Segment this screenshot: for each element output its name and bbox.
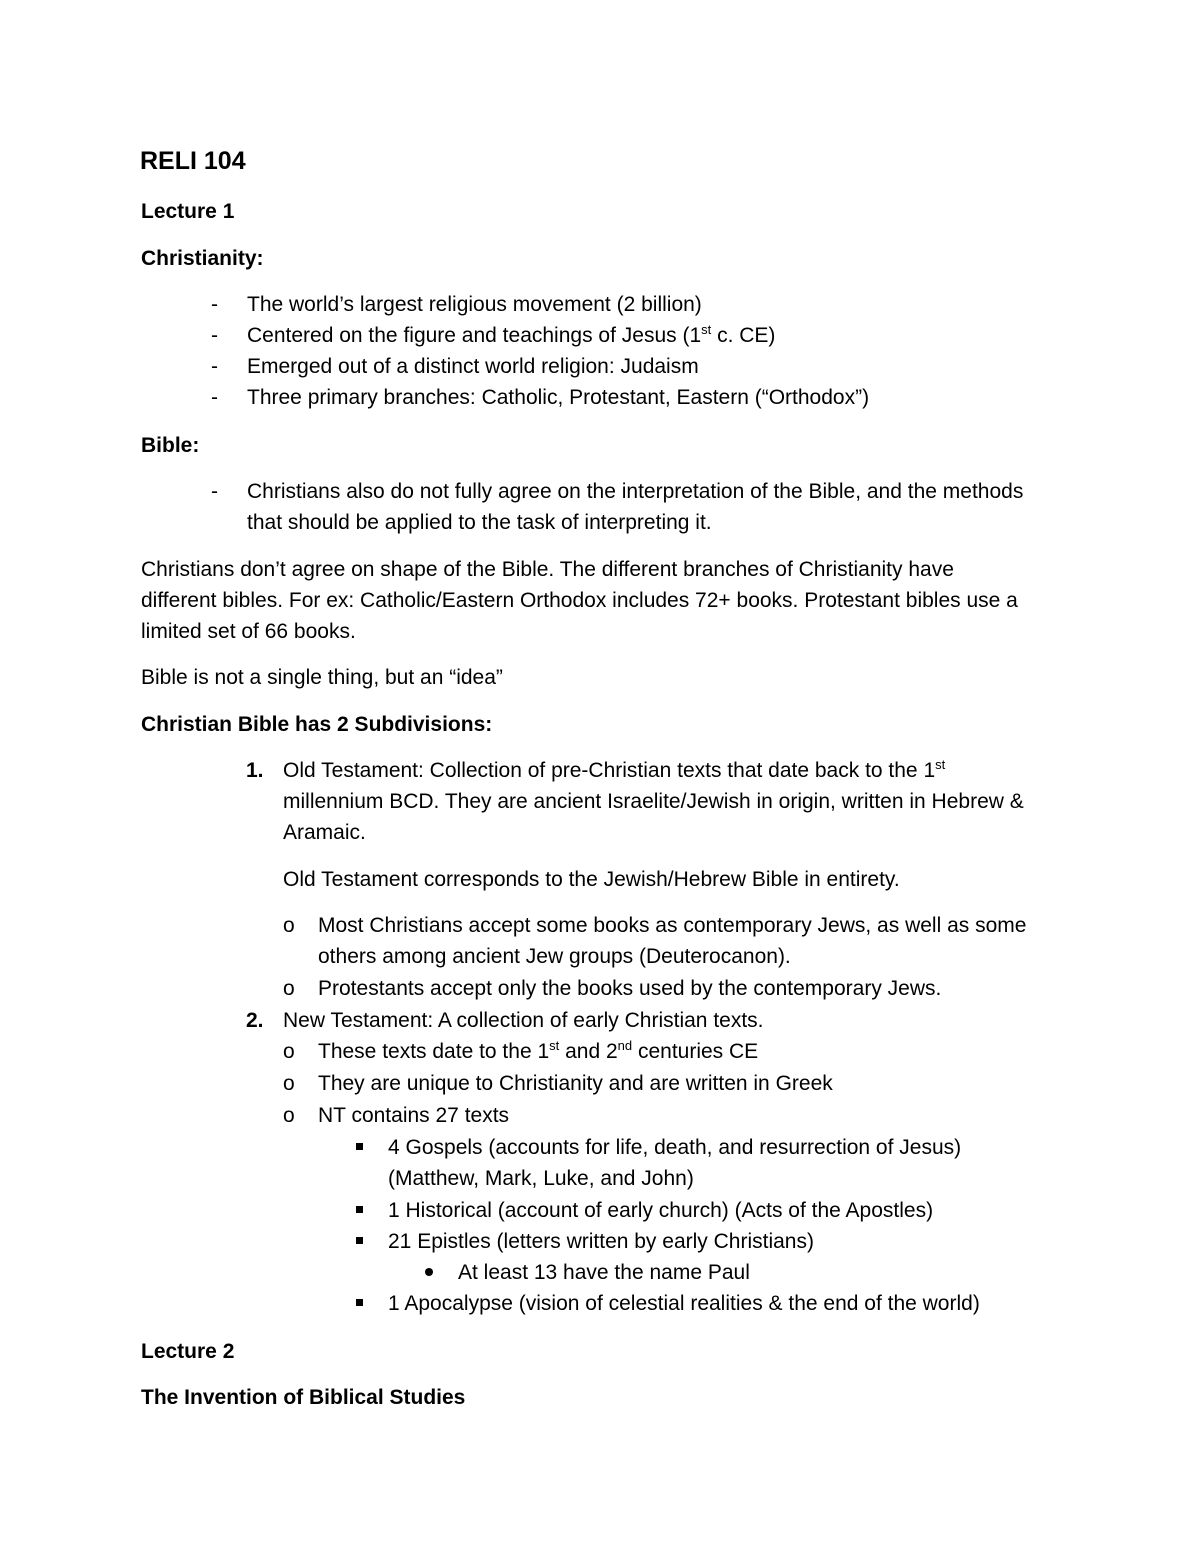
list-item: Centered on the figure and teachings of Jesus (1st c. CE) (247, 322, 776, 347)
list-item: Protestants accept only the books used by the contemporary Jews. (318, 977, 942, 1000)
dash-bullet: - (211, 386, 218, 409)
circle-bullet: o (283, 1072, 295, 1095)
circle-bullet: o (283, 1104, 295, 1127)
old-testament-note: Old Testament corresponds to the Jewish/Hebrew Bible in entirety. (283, 868, 900, 891)
dash-bullet: - (211, 355, 218, 378)
round-bullet (425, 1268, 433, 1276)
list-item-continuation: (Matthew, Mark, Luke, and John) (388, 1167, 694, 1190)
list-item: Emerged out of a distinct world religion: Judaism (247, 355, 699, 378)
list-item-continuation: that should be applied to the task of interpreting it. (247, 511, 712, 534)
square-bullet (356, 1299, 363, 1306)
new-testament-line: New Testament: A collection of early Christian texts. (283, 1009, 764, 1032)
old-testament-line: Aramaic. (283, 821, 366, 844)
paragraph-line: Christians don’t agree on shape of the Bible. The different branches of Christianity have (141, 558, 954, 581)
list-item: They are unique to Christianity and are written in Greek (318, 1072, 833, 1095)
square-bullet (356, 1143, 363, 1150)
dash-bullet: - (211, 293, 218, 316)
circle-bullet: o (283, 1040, 295, 1063)
paragraph-line: different bibles. For ex: Catholic/Eastern Orthodox includes 72+ books. Protestant bibles use a (141, 589, 1018, 612)
list-item: At least 13 have the name Paul (458, 1261, 750, 1284)
circle-bullet: o (283, 977, 295, 1000)
list-item: The world’s largest religious movement (2 billion) (247, 293, 702, 316)
paragraph-line: limited set of 66 books. (141, 620, 356, 643)
circle-bullet: o (283, 914, 295, 937)
square-bullet (356, 1206, 363, 1213)
bible-idea-line: Bible is not a single thing, but an “idea” (141, 666, 503, 689)
lecture-2-heading: Lecture 2 (141, 1340, 235, 1363)
list-item: 4 Gospels (accounts for life, death, and resurrection of Jesus) (388, 1136, 962, 1159)
old-testament-line: Old Testament: Collection of pre-Christian texts that date back to the 1st (283, 757, 946, 782)
list-item: 1 Apocalypse (vision of celestial realities & the end of the world) (388, 1292, 980, 1315)
list-item: Christians also do not fully agree on the interpretation of the Bible, and the methods (247, 480, 1024, 503)
list-item: 21 Epistles (letters written by early Christians) (388, 1230, 814, 1253)
list-item-continuation: others among ancient Jew groups (Deuterocanon). (318, 945, 791, 968)
dash-bullet: - (211, 324, 218, 347)
lecture-1-heading: Lecture 1 (141, 200, 235, 223)
list-item: NT contains 27 texts (318, 1104, 510, 1127)
list-item: 1 Historical (account of early church) (Acts of the Apostles) (388, 1199, 934, 1222)
list-item: Three primary branches: Catholic, Protestant, Eastern (“Orthodox”) (247, 386, 870, 409)
list-number: 2. (246, 1009, 264, 1032)
list-item: Most Christians accept some books as contemporary Jews, as well as some (318, 914, 1027, 937)
list-number: 1. (246, 759, 264, 782)
bible-heading: Bible: (141, 434, 200, 457)
old-testament-line: millennium BCD. They are ancient Israelite/Jewish in origin, written in Hebrew & (283, 790, 1024, 813)
lecture-2-subheading: The Invention of Biblical Studies (141, 1386, 466, 1409)
square-bullet (356, 1237, 363, 1244)
subdivisions-heading: Christian Bible has 2 Subdivisions: (141, 713, 493, 736)
list-item: These texts date to the 1st and 2nd centuries CE (318, 1038, 759, 1063)
christianity-heading: Christianity: (141, 247, 264, 270)
dash-bullet: - (211, 480, 218, 503)
course-title: RELI 104 (140, 147, 246, 175)
